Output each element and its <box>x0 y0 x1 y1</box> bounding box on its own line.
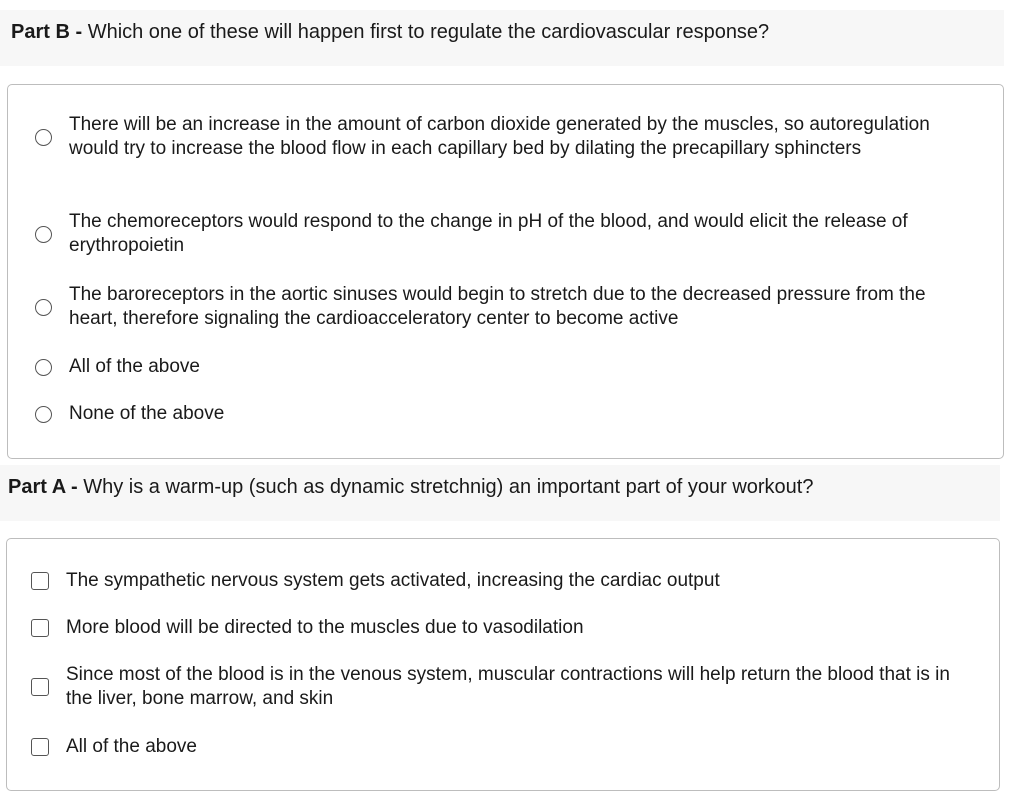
part-label: Part A - <box>8 476 78 498</box>
option-label: There will be an increase in the amount of carbon dioxide generated by the muscles, so autoregulation would try to increase the blood flow in each capillary bed by dilating the precapillary sphincters <box>69 114 930 159</box>
option-label: The sympathetic nervous system gets activated, increasing the cardiac output <box>66 570 720 591</box>
radio-option[interactable] <box>35 283 975 331</box>
checkbox-option[interactable] <box>31 735 971 759</box>
option-label: More blood will be directed to the muscles due to vasodilation <box>66 617 584 638</box>
radio-button[interactable] <box>35 359 52 376</box>
radio-option[interactable] <box>35 210 975 258</box>
part-label: Part B - <box>11 21 83 43</box>
radio-option[interactable] <box>35 402 975 426</box>
checkbox-option[interactable] <box>31 663 971 711</box>
option-label: The baroreceptors in the aortic sinuses would begin to stretch due to the decreased pressure from the heart, therefore signaling the cardioacceleratory center to become active <box>69 284 926 329</box>
option-label: Since most of the blood is in the venous system, muscular contractions will help return the blood that is in the liver, bone marrow, and skin <box>66 664 950 709</box>
option-label: All of the above <box>69 356 200 377</box>
checkbox[interactable] <box>31 678 49 696</box>
radio-option[interactable] <box>35 355 975 379</box>
checkbox[interactable] <box>31 738 49 756</box>
radio-option[interactable] <box>35 113 975 161</box>
option-label: The chemoreceptors would respond to the change in pH of the blood, and would elicit the release of erythropoietin <box>69 211 908 256</box>
question-header-part-b <box>0 10 1004 66</box>
radio-button[interactable] <box>35 406 52 423</box>
option-label: All of the above <box>66 736 197 757</box>
question-header-part-a <box>0 465 1000 521</box>
answer-options-part-b <box>7 84 1004 459</box>
question-text: Which one of these will happen first to regulate the cardiovascular response? <box>87 21 770 43</box>
checkbox[interactable] <box>31 572 49 590</box>
radio-button[interactable] <box>35 299 52 316</box>
checkbox-option[interactable] <box>31 616 971 640</box>
answer-options-part-a <box>6 538 1000 791</box>
option-label: None of the above <box>69 403 225 424</box>
radio-button[interactable] <box>35 129 52 146</box>
checkbox-option[interactable] <box>31 569 971 593</box>
radio-button[interactable] <box>35 226 52 243</box>
question-text: Why is a warm-up (such as dynamic stretchnig) an important part of your workout? <box>83 476 814 498</box>
checkbox[interactable] <box>31 619 49 637</box>
